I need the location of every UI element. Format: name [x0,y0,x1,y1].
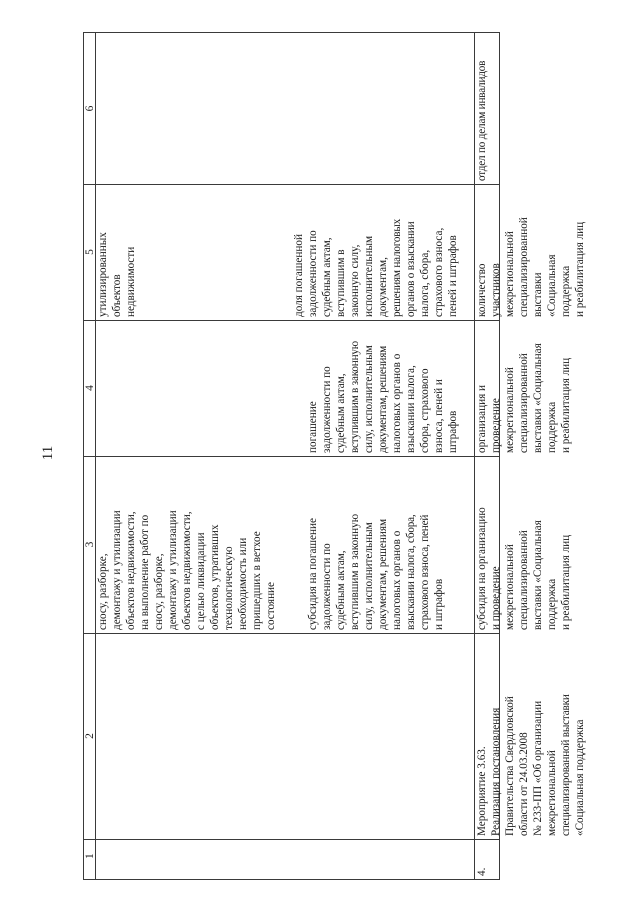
text-line: «Социальная [546,254,558,317]
text-line: демонтажу и утилизации [167,510,179,630]
text-line: с целью ликвидации [195,532,207,630]
text-line: на выполнение работ по [139,514,151,630]
header-col-4-label: 4 [83,385,96,391]
text-line: и реабилитация лиц [574,221,586,317]
text-line: межрегиональной [546,750,558,836]
row-4-col-1 [475,839,499,879]
row-4-col-2 [475,633,591,839]
text-line: Мероприятие 3.63. [476,746,488,836]
row-4-number [475,839,499,879]
text-line: судебным актам, [321,237,333,317]
text-line: взыскании налога, сбора, [405,514,417,630]
text-line: и штрафов [433,578,445,630]
text-line: поддержка [546,578,558,630]
text-line: решениям налоговых [391,218,403,317]
text-line: необходимость или [237,537,249,630]
text-line: Реализация постановления [490,707,502,836]
row-b-col-5-text [292,184,462,320]
row-b-col-3-text [306,456,448,633]
text-line: объектов недвижимости, [125,511,137,630]
row-4-col-4-text [475,320,577,456]
text-line: задолженности по [307,230,319,317]
text-line: специализированной [518,530,530,630]
text-line: пришедших в ветхое [251,531,263,630]
text-line: задолженности по [321,543,333,630]
header-col-6-label: 6 [83,105,96,112]
text-line: доля погашенной [293,234,305,317]
col-2-1-separator [84,839,499,840]
text-line: демонтажу и утилизации [111,510,123,630]
text-line: субсидия на погашение [307,518,319,630]
text-line: объектов [111,274,123,317]
col-3-2-separator [84,633,499,634]
text-line: сносу, разборке, [97,553,109,630]
text-line: межрегиональной [504,367,516,453]
text-line: налога, сбора, [419,249,431,317]
row-4-col-3 [475,456,577,633]
text-line: выставки «Социальная [532,343,544,453]
text-line: страхового взноса, пеней [419,514,431,630]
text-line: документам, решениям [377,518,389,630]
text-line: специализированной [518,353,530,453]
text-line: и реабилитация лиц [560,534,572,630]
header-col-5 [84,184,95,320]
text-line: организация и [476,384,488,453]
row-4-col-4 [475,320,577,456]
text-line: Правительства Свердловской [504,696,516,836]
page-number: 11 [40,445,56,461]
text-line: вступившим в законную [349,341,361,453]
text-line: судебным актам, [335,550,347,630]
text-line: вступившим в [335,249,347,317]
text-line: межрегиональной [504,544,516,630]
text-line: утилизированных [97,232,109,317]
text-line: взыскании налога, [405,365,417,453]
text-line: межрегиональной [504,231,516,317]
row-4-col-5-text [475,184,591,320]
text-line: специализированной [518,217,530,317]
text-line: 4. [476,867,488,876]
header-col-6 [84,33,95,184]
row-4-col-5 [475,184,591,320]
text-line: сбора, страхового [419,368,431,453]
text-line: проведение [490,398,502,453]
text-line: взноса, пеней и [433,379,445,453]
text-line: силу, исполнительным [363,345,375,453]
header-col-4 [84,320,95,456]
row-a-col-3 [96,456,278,633]
text-line: и реабилитация лиц [560,357,572,453]
text-line: документам, решениям [377,345,389,453]
text-line: количество [476,263,488,317]
text-line: силу, исполнительным [363,522,375,630]
row-a-col-3-text [96,456,278,633]
text-line: объектов недвижимости, [181,511,193,630]
header-col-2-label: 2 [83,733,96,739]
text-line: и проведение [490,566,502,630]
text-line: отдел по делам инвалидов [476,60,488,181]
text-line: недвижимости [125,246,137,317]
text-line: поддержка [546,401,558,453]
row-b-col-5 [292,184,462,320]
text-line: специализированной выставки [560,694,572,836]
text-line: технологическую [223,546,235,630]
row-4-col-3-text [475,456,577,633]
text-line: судебным актам, [335,373,347,453]
text-line: органов о взыскании [405,221,417,317]
header-col-3-label: 3 [83,541,96,548]
text-line: области от 24.03.2008 [518,732,530,836]
row-b-col-3 [306,456,448,633]
text-line: состояние [265,581,277,630]
row-a-col-5-text [96,184,140,320]
text-line: сносу, разборке, [153,553,165,630]
text-line: поддержка [560,265,572,317]
header-col-3 [84,456,95,633]
text-line: налоговых органов о [391,530,403,630]
row-4-col-2-text [475,633,591,839]
row-b-col-4 [306,320,462,456]
text-line: № 233-ПП «Об организации [532,700,544,836]
header-col-2 [84,633,95,839]
row-a-col-5 [96,184,140,320]
text-line: задолженности по [321,366,333,453]
text-line: документам, [377,257,389,317]
text-line: участников [490,263,502,317]
measures-table [83,32,586,880]
row-4-col-6 [475,33,501,184]
text-line: «Социальная поддержка [574,719,586,836]
text-line: погашение [307,401,319,453]
text-line: законную силу, [349,244,361,317]
header-col-1-label: 1 [83,853,96,859]
text-line: пеней и штрафов [447,235,459,317]
text-line: выставки [532,272,544,317]
text-line: налоговых органов о [391,353,403,453]
text-line: субсидия на организацию [476,507,488,630]
header-col-5-label: 5 [83,249,96,255]
text-line: выставки «Социальная [532,520,544,630]
header-col-1 [84,839,95,879]
text-line: вступившим в законную [349,513,361,630]
text-line: исполнительным [363,235,375,317]
row-4-col-6-text [475,33,501,184]
text-line: штрафов [447,410,459,453]
row-b-col-4-text [306,320,462,456]
text-line: страхового взноса, [433,227,445,317]
text-line: объектов, утративших [209,524,221,630]
